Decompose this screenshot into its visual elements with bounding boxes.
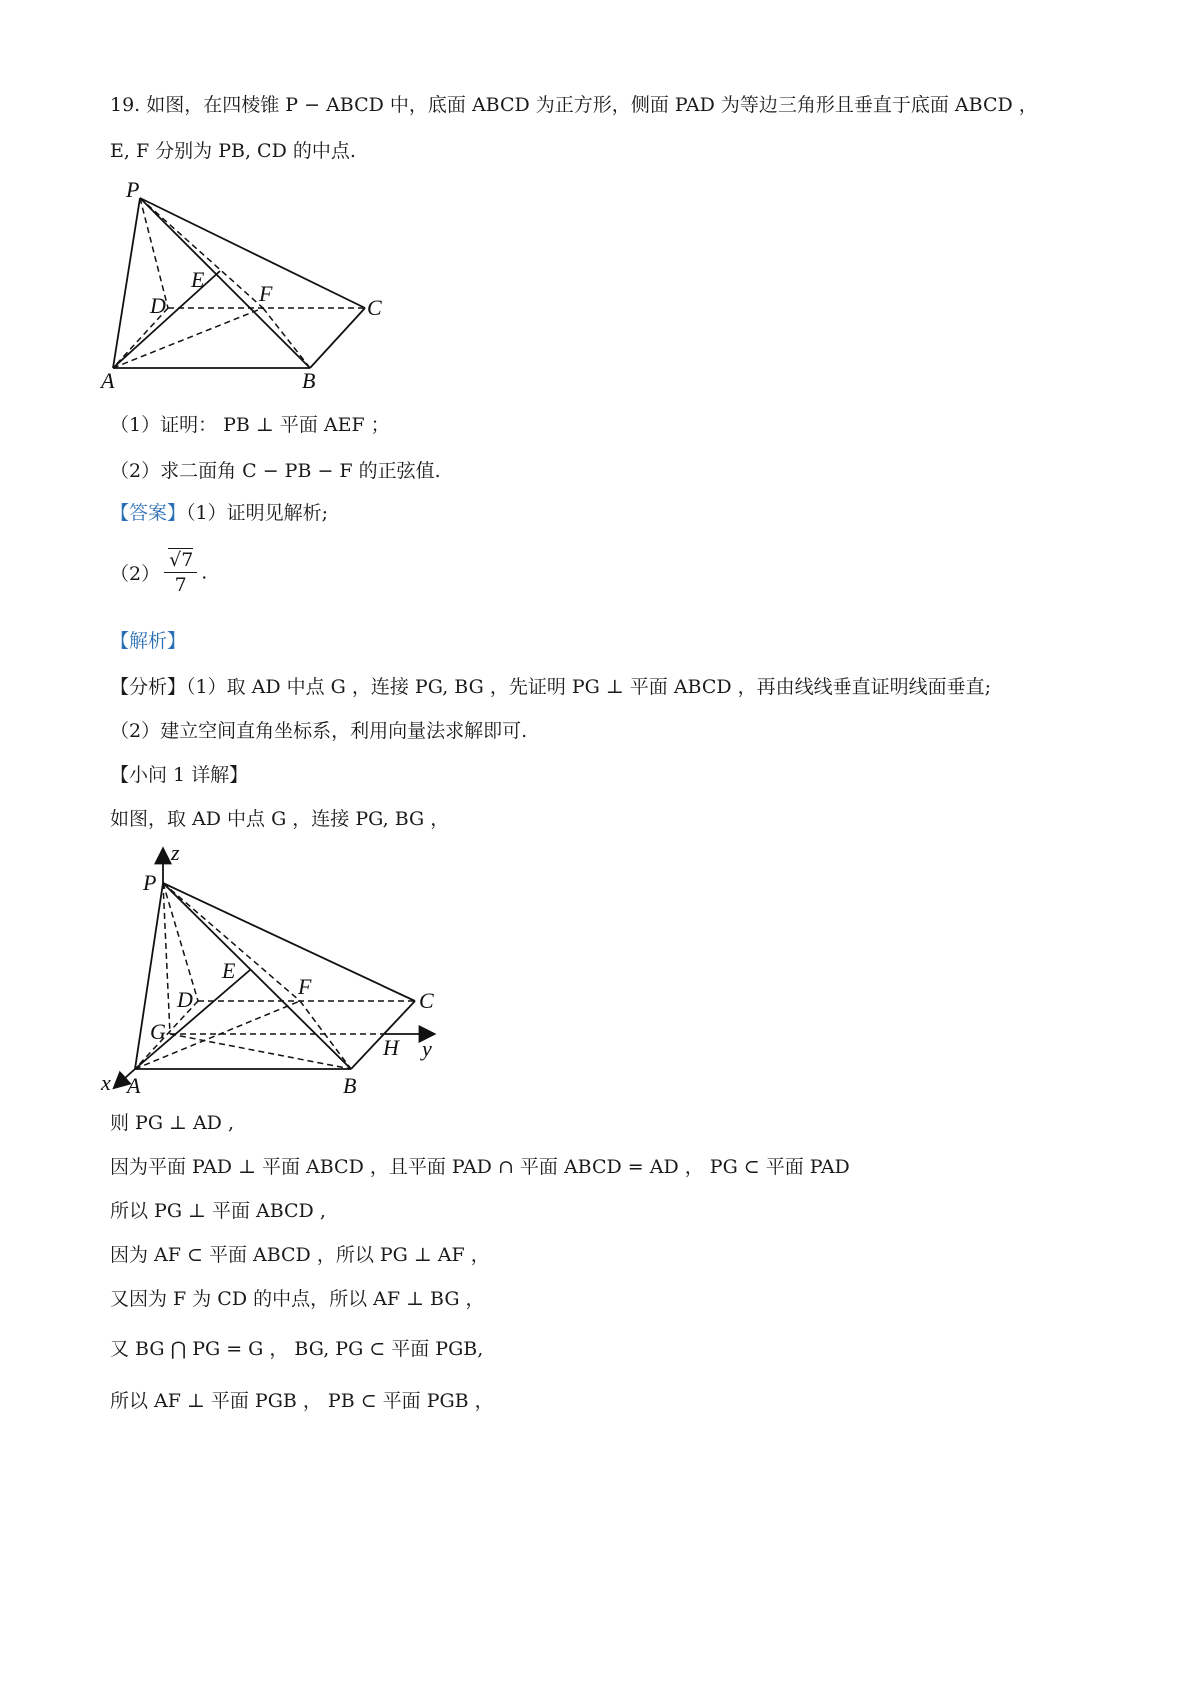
- answer-tag: 【答案】: [110, 502, 187, 524]
- question-1: （1）证明： PB ⊥ 平面 AEF ；: [110, 414, 390, 436]
- label-D: D: [150, 293, 166, 318]
- proof-line-6: 又 BG ⋂ PG = G ， BG, PG ⊂ 平面 PGB,: [110, 1338, 484, 1360]
- proof-line-3: 所以 PG ⊥ 平面 ABCD ,: [110, 1200, 326, 1222]
- answer-numerator: √7: [169, 549, 194, 571]
- label-x: x: [101, 1070, 111, 1095]
- proof-line-1: 则 PG ⊥ AD ,: [110, 1112, 234, 1134]
- label-A: A: [127, 1073, 141, 1098]
- answer-line-2: [110, 548, 207, 597]
- label-E: E: [191, 267, 205, 292]
- label-y: y: [422, 1036, 432, 1061]
- label-z: z: [171, 840, 180, 865]
- label-G: G: [150, 1019, 166, 1044]
- proof-line-7: 所以 AF ⊥ 平面 PGB ， PB ⊂ 平面 PGB ，: [110, 1390, 494, 1412]
- pyramid-figure-1: [95, 175, 435, 405]
- problem-stem-line-2: E, F 分别为 PB, CD 的中点.: [110, 140, 356, 162]
- label-B: B: [302, 368, 316, 393]
- fenxi-line-2: （2）建立空间直角坐标系，利用向量法求解即可.: [110, 720, 528, 742]
- label-E: E: [222, 958, 236, 983]
- analysis-tag: 【解析】: [110, 630, 187, 652]
- problem-stem-line-1: 19. 如图，在四棱锥 P − ABCD 中，底面 ABCD 为正方形，侧面 PAD 为等边三角形且垂直于底面 ABCD ，: [110, 94, 1038, 116]
- answer-part-1: （1）证明见解析;: [186, 502, 329, 524]
- label-F: F: [259, 281, 273, 306]
- label-F: F: [298, 974, 312, 999]
- label-C: C: [419, 988, 434, 1013]
- answer-fraction: [164, 548, 197, 597]
- label-H: H: [383, 1035, 399, 1060]
- sub-question-1-tag: 【小问 1 详解】: [110, 764, 249, 786]
- label-A: A: [101, 368, 115, 393]
- label-P: P: [143, 870, 157, 895]
- proof-line-5: 又因为 F 为 CD 的中点，所以 AF ⊥ BG ，: [110, 1288, 485, 1310]
- label-P: P: [126, 177, 140, 202]
- answer-part-2-suffix: .: [201, 561, 208, 584]
- fenxi-tag: 【分析】: [110, 676, 187, 698]
- label-B: B: [343, 1073, 357, 1098]
- answer-part-2-prefix: （2）: [110, 563, 161, 585]
- fenxi-line-1: [110, 674, 991, 700]
- answer-line-1: [110, 500, 328, 526]
- proof-line-2: 因为平面 PAD ⊥ 平面 ABCD ，且平面 PAD ∩ 平面 ABCD = AD ， PG ⊂ 平面 PAD: [110, 1156, 850, 1178]
- pyramid-figure-2: [95, 838, 495, 1103]
- fenxi-text-1: （1）取 AD 中点 G ，连接 PG, BG ，先证明 PG ⊥ 平面 ABCD ，再由线线垂直证明线面垂直;: [186, 676, 992, 698]
- label-C: C: [367, 295, 382, 320]
- label-D: D: [177, 987, 193, 1012]
- answer-denominator: 7: [174, 574, 187, 596]
- proof-line-4: 因为 AF ⊂ 平面 ABCD ，所以 PG ⊥ AF ，: [110, 1244, 490, 1266]
- sub-question-1-intro: 如图，取 AD 中点 G ，连接 PG, BG ，: [110, 808, 450, 830]
- question-2: （2）求二面角 C − PB − F 的正弦值.: [110, 460, 441, 482]
